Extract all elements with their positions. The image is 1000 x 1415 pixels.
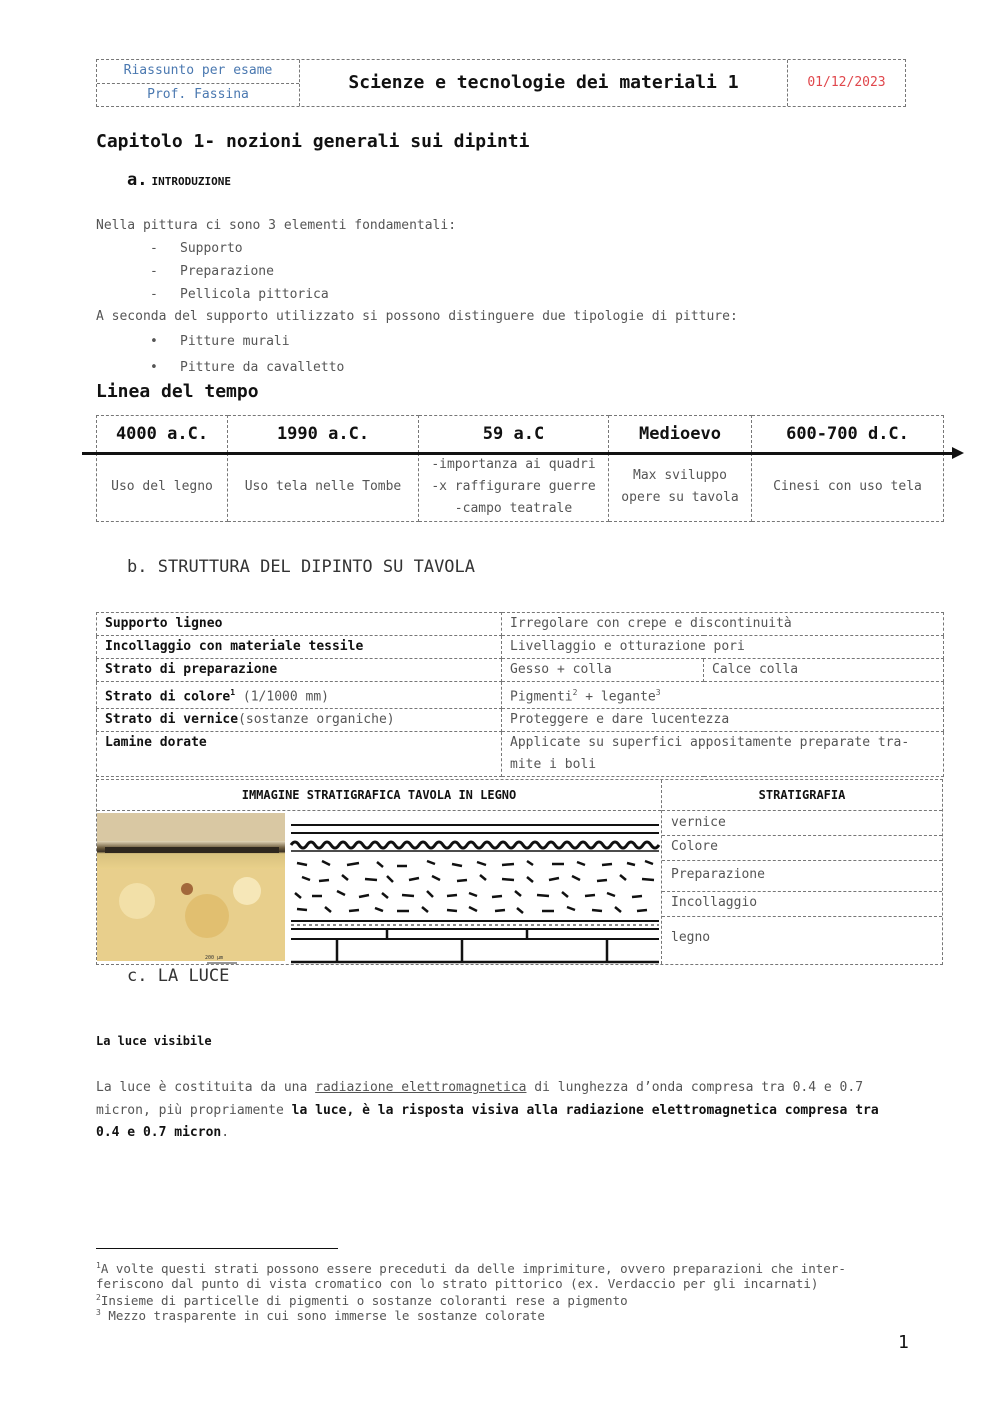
timeline-title: Linea del tempo: [96, 381, 259, 402]
table-row: Supporto ligneo Irregolare con crepe e discontinuità: [97, 613, 944, 636]
timeline-event: Max sviluppo opere su tavola: [609, 453, 752, 522]
footnote-3: $^3$ Mezzo trasparente in cui sono immerse le sostanze colorate: [96, 1308, 545, 1324]
image-header: IMMAGINE STRATIGRAFICA TAVOLA IN LEGNO: [97, 780, 661, 811]
stratigraphy-drawing: [291, 825, 659, 962]
timeline-year: 59 a.C: [419, 416, 609, 453]
timeline-arrow-head: [952, 447, 964, 459]
footnote-divider: [96, 1248, 338, 1249]
scale-label: 200 µm: [205, 955, 224, 961]
section-c-heading: c. LA LUCE: [127, 966, 230, 986]
timeline-event: Uso tela nelle Tombe: [228, 453, 419, 522]
stratigraphy-block: [96, 779, 943, 965]
section-a-title: INTRODUZIONE: [151, 175, 231, 188]
light-paragraph-line3: 0.4 e 0.7 micron.: [96, 1125, 230, 1140]
document-header: [96, 59, 906, 107]
table-row: Strato di colore$^1$ (1/1000 mm) Pigmenti$^2$ + legante$^3$: [97, 682, 944, 709]
header-date: 01/12/2023: [807, 75, 886, 90]
section-a-heading: [127, 170, 231, 190]
light-paragraph-line1: La luce è costituita da una radiazione elettromagnetica di lunghezza d’onda compresa tra 0.4 e 0.7: [96, 1080, 864, 1095]
structure-table: [96, 612, 943, 777]
layer-row: Preparazione: [662, 861, 942, 892]
radiation-link[interactable]: radiazione elettromagnetica: [315, 1080, 527, 1095]
intro-text: Nella pittura ci sono 3 elementi fondamentali:: [96, 218, 457, 233]
layer-row: legno: [671, 930, 711, 945]
stratigraphy-images: [97, 811, 661, 964]
table-row: Strato di vernice(sostanze organiche) Proteggere e dare lucentezza: [97, 709, 944, 732]
footnote-2: $^2$Insieme di particelle di pigmenti o sostanze coloranti rese a pigmento: [96, 1293, 628, 1309]
stratigraphy-image-area: [97, 780, 662, 964]
page-number: 1: [898, 1332, 909, 1353]
header-meta: [97, 60, 300, 106]
header-title: Scienze e tecnologie dei materiali 1: [300, 60, 788, 106]
timeline-event: -importanza ai quadri -x raffigurare guerre -campo teatrale: [419, 453, 609, 522]
timeline-arrow-line: [82, 452, 958, 455]
layer-row: Colore: [662, 836, 942, 861]
cross-section-photo: [97, 813, 285, 963]
light-heading: La luce visibile: [96, 1034, 212, 1048]
stratigraphy-layers: [662, 780, 942, 965]
layer-row: vernice: [662, 811, 942, 836]
table-row: Lamine dorate Applicate su superfici appositamente preparate tra- mite i boli: [97, 732, 944, 777]
strat-header: STRATIGRAFIA: [662, 780, 942, 811]
list-item: - Supporto: [150, 241, 243, 256]
header-professor: Prof. Fassina: [147, 87, 249, 102]
timeline-table: [96, 415, 943, 522]
timeline-year: 4000 a.C.: [97, 416, 228, 453]
support-text: A seconda del supporto utilizzato si possono distinguere due tipologie di pitture:: [96, 309, 738, 324]
section-a-marker: a.: [127, 170, 148, 190]
footnote-1: $^1$A volte questi strati possono essere preceduti da delle imprimiture, ovvero preparazioni che inter- feriscono dal punto di vista cromatico con lo strato pittorico (ex. Verdaccio per gli incarnati): [96, 1261, 846, 1292]
layer-row: Incollaggio: [662, 892, 942, 917]
timeline-event: Cinesi con uso tela: [752, 453, 944, 522]
bullet-item: • Pitture murali: [150, 334, 290, 349]
timeline-year: Medioevo: [609, 416, 752, 453]
timeline-year: 1990 a.C.: [228, 416, 419, 453]
list-item: - Pellicola pittorica: [150, 287, 329, 302]
chapter-title: Capitolo 1- nozioni generali sui dipinti: [96, 131, 530, 152]
table-row: Incollaggio con materiale tessile Livellaggio e otturazione pori: [97, 636, 944, 659]
header-subtitle: Riassunto per esame: [97, 60, 299, 84]
section-b-heading: b. STRUTTURA DEL DIPINTO SU TAVOLA: [127, 557, 476, 577]
timeline-event: Uso del legno: [97, 453, 228, 522]
table-row: Strato di preparazione Gesso + colla Calce colla: [97, 659, 944, 682]
light-paragraph-line2: micron, più propriamente la luce, è la risposta visiva alla radiazione elettromagnetica compresa tra: [96, 1103, 879, 1118]
bullet-item: • Pitture da cavalletto: [150, 360, 345, 375]
list-item: - Preparazione: [150, 264, 274, 279]
timeline-year: 600-700 d.C.: [752, 416, 944, 453]
